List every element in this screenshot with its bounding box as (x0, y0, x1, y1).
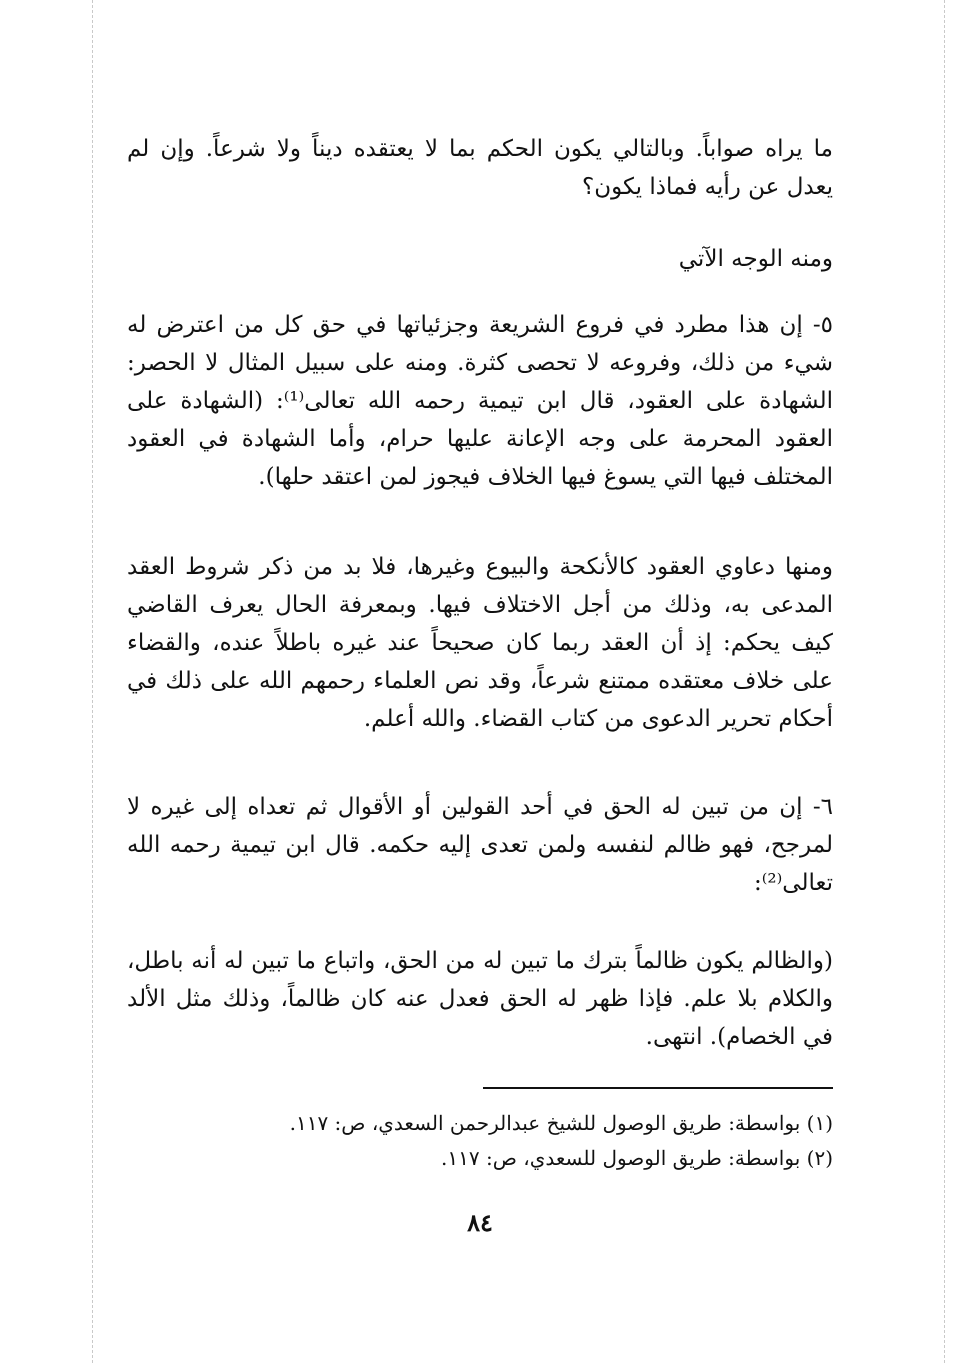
footnote-1: (١) بواسطة: طريق الوصول للشيخ عبدالرحمن السعدي، ص: ١١٧. (289, 1111, 833, 1135)
paragraph-text: ومنه الوجه الآتي (678, 246, 833, 272)
paragraph-text: ٦- إن من تبين له الحق في أحد القولين أو الأقوال ثم تعداه إلى غيره لا لمرجح، فهو ظالم لنفسه ولمن تعدى إليه حكمه. قال ابن تيمية رحمه الله تعالى⁽²⁾: (127, 794, 833, 896)
scan-guide-line-left (92, 0, 93, 1363)
paragraph-text: ٥- إن هذا مطرد في فروع الشريعة وجزئياتها في حق كل من اعترض له شيء من ذلك، وفروعه لا تحصى كثرة. ومنه على سبيل المثال لا الحصر: الشهادة على العقود، قال ابن تيمية رحمه الله تعالى⁽¹⁾: (الشهادة على العقود المحرمة على وجه الإعانة عليها حرام، وأما الشهادة في العقود المختلف فيها التي يسوغ فيها الخلاف فيجوز لمن اعتقد حلها). (127, 312, 833, 490)
paragraph-text: (والظالم يكون ظالماً بترك ما تبين له من الحق، واتباع ما تبين له أنه باطل، والكلام بلا علم. فإذا ظهر له الحق فعدل عنه كان ظالماً، وذلك مثل الألد في الخصام). انتهى. (127, 948, 833, 1050)
footnote-divider (483, 1087, 833, 1089)
page-number: ٨٤ (467, 1208, 493, 1237)
body-paragraph-6 (127, 942, 833, 1056)
body-paragraph-5 (127, 788, 833, 902)
paragraph-text: ومنها دعاوي العقود كالأنكحة والبيوع وغيرها، فلا بد من ذكر شروط العقد المدعى به، وذلك من أجل الاختلاف فيها. وبمعرفة الحال يعرف القاضي كيف يحكم: إذ أن العقد ربما كان صحيحاً عند غيره باطلاً عنده، والقضاء على خلاف معتقده ممتنع شرعاً، وقد نص العلماء رحمهم الله على ذلك في أحكام تحرير الدعوى من كتاب القضاء. والله أعلم. (127, 554, 833, 732)
footnotes (180, 1106, 833, 1176)
footnote-2: (٢) بواسطة: طريق الوصول للسعدي، ص: ١١٧. (441, 1146, 833, 1170)
body-paragraph-4 (127, 548, 833, 738)
body-paragraph-2 (127, 240, 833, 278)
body-paragraph-1 (127, 130, 833, 206)
paragraph-text: ما يراه صواباً. وبالتالي يكون الحكم بما لا يعتقده ديناً ولا شرعاً. وإن لم يعدل عن رأيه فماذا يكون؟ (127, 136, 833, 200)
scan-guide-line-right (944, 0, 945, 1363)
body-paragraph-3 (127, 306, 833, 496)
